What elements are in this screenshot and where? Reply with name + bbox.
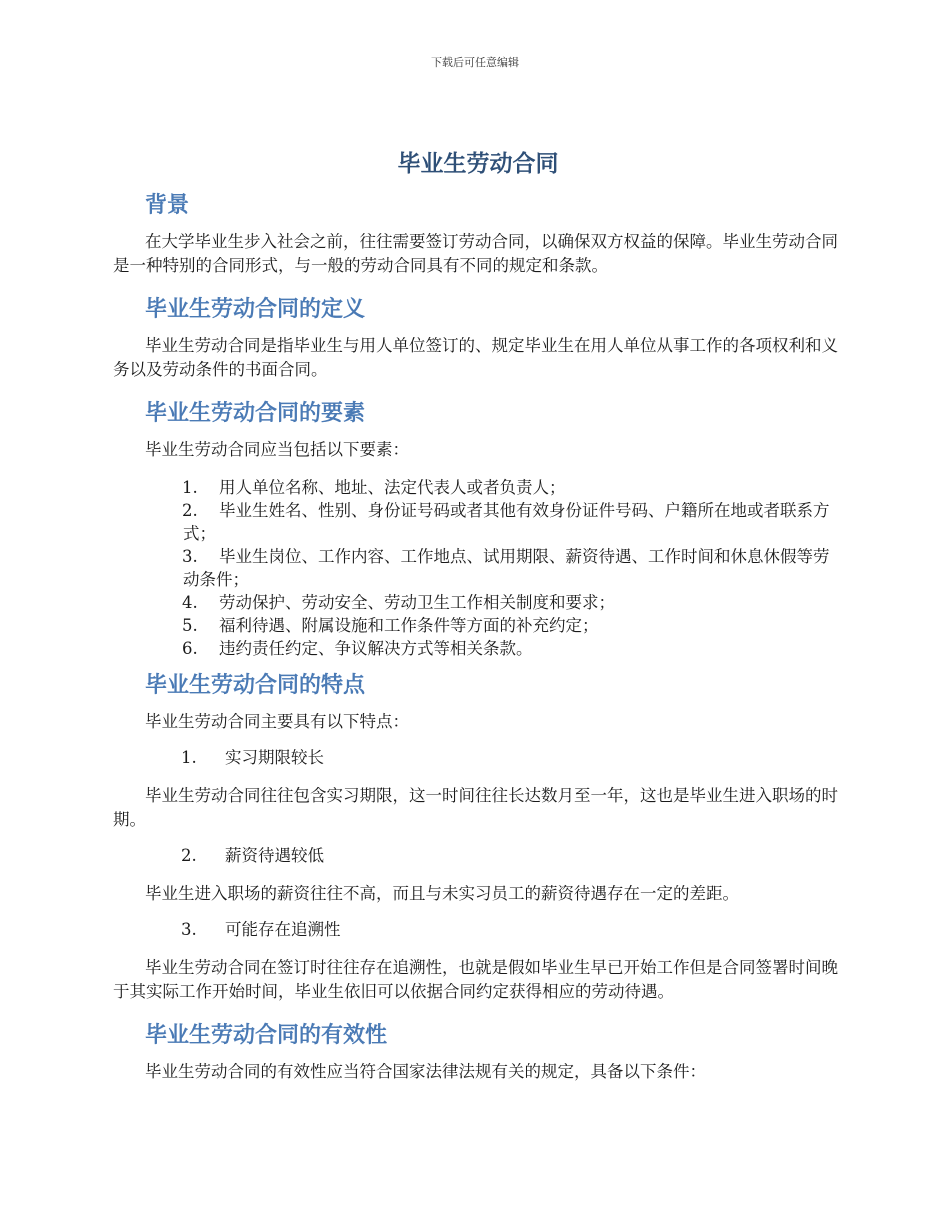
definition-paragraph: 毕业生劳动合同是指毕业生与用人单位签订的、规定毕业生在用人单位从事工作的各项权利和义务以及劳动条件的书面合同。 [113, 336, 838, 379]
section-heading-background: 背景 [145, 193, 190, 218]
section-heading-validity: 毕业生劳动合同的有效性 [145, 1023, 388, 1048]
list-item: 6. 违约责任约定、争议解决方式等相关条款。 [182, 639, 533, 658]
document-body [113, 148, 843, 1084]
list-item: 2. 毕业生姓名、性别、身份证号码或者其他有效身份证件号码、户籍所在地或者联系方式； [182, 501, 830, 543]
list-item: 5. 福利待遇、附属设施和工作条件等方面的补充约定； [182, 616, 599, 635]
features-intro: 毕业生劳动合同主要具有以下特点： [145, 712, 409, 731]
list-item: 3. 毕业生岗位、工作内容、工作地点、试用期限、薪资待遇、工作时间和休息休假等劳动条件； [182, 547, 830, 589]
feature-title-1: 1. 实习期限较长 [181, 748, 324, 767]
list-item: 1. 用人单位名称、地址、法定代表人或者负责人； [182, 478, 566, 497]
elements-intro: 毕业生劳动合同应当包括以下要素： [145, 440, 409, 459]
header-note: 下载后可任意编辑 [431, 56, 519, 69]
validity-intro: 毕业生劳动合同的有效性应当符合国家法律法规有关的规定，具备以下条件： [145, 1062, 706, 1081]
feature-paragraph-3: 毕业生劳动合同在签订时往往存在追溯性，也就是假如毕业生早已开始工作但是合同签署时间晚于其实际工作开始时间，毕业生依旧可以依据合同约定获得相应的劳动待遇。 [113, 958, 838, 1001]
list-item: 4. 劳动保护、劳动安全、劳动卫生工作相关制度和要求； [182, 593, 615, 612]
feature-paragraph-1: 毕业生劳动合同往往包含实习期限，这一时间往往长达数月至一年，这也是毕业生进入职场的时期。 [113, 786, 838, 829]
section-heading-definition: 毕业生劳动合同的定义 [145, 297, 366, 322]
feature-paragraph-2: 毕业生进入职场的薪资往往不高，而且与未实习员工的薪资待遇存在一定的差距。 [145, 884, 739, 903]
elements-list [113, 476, 843, 660]
feature-title-3: 3. 可能存在追溯性 [181, 920, 341, 939]
document-title: 毕业生劳动合同 [397, 151, 559, 177]
section-heading-elements: 毕业生劳动合同的要素 [145, 401, 366, 426]
section-heading-features: 毕业生劳动合同的特点 [145, 673, 366, 698]
feature-title-2: 2. 薪资待遇较低 [181, 846, 324, 865]
background-paragraph: 在大学毕业生步入社会之前，往往需要签订劳动合同，以确保双方权益的保障。毕业生劳动合同是一种特别的合同形式，与一般的劳动合同具有不同的规定和条款。 [113, 232, 838, 275]
